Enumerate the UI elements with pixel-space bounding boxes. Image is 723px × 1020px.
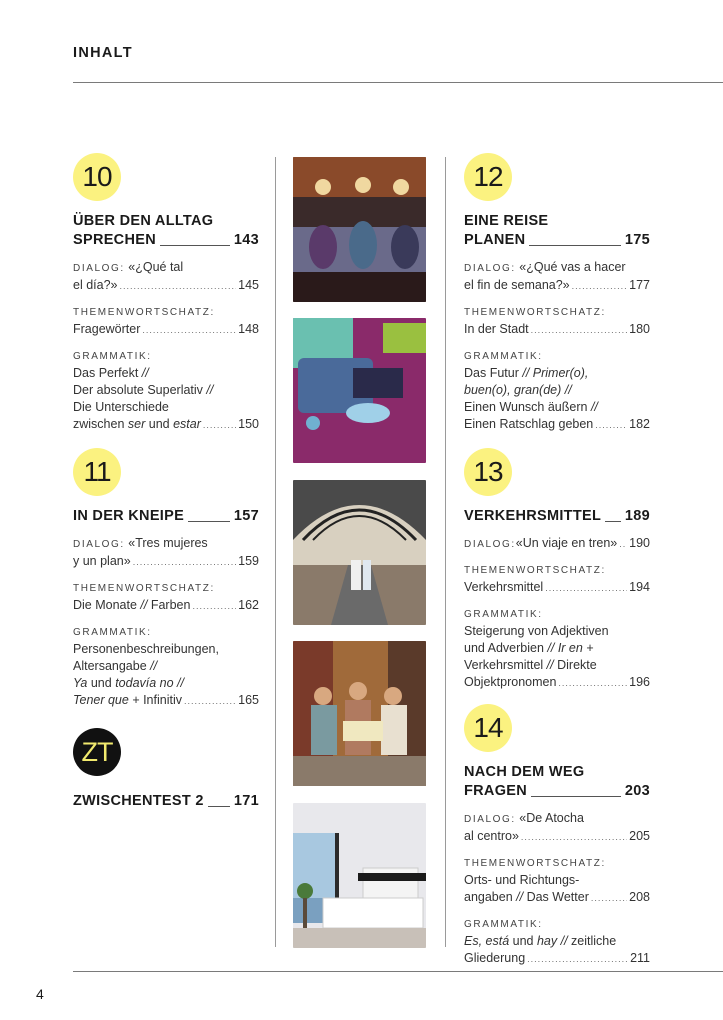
toc-entry-dialog[interactable]: DIALOG: «¿Qué tal el día?» ..... 145 [73,259,259,295]
toc-entry-vocabulary[interactable]: THEMENWORTSCHATZ: In der Stadt ..... 180 [464,304,650,339]
unit-page-number: 203 [624,783,650,799]
bar-counter-photo [293,157,426,302]
toc-entry-dialog[interactable]: DIALOG: «Un viaje en tren» ..... 190 [464,535,650,553]
unit-number-badge: 13 [464,448,512,496]
unit-page-number: 143 [233,232,259,248]
footer-divider [73,971,723,972]
toc-entry-dialog[interactable]: DIALOG: «Tres mujeres y un plan» ..... 159 [73,535,259,571]
unit-title[interactable]: VERKEHRSMITTEL 189 [464,508,650,524]
unit-number-badge: 11 [73,448,121,496]
unit-page-number: 189 [624,508,650,524]
toc-entry-vocabulary[interactable]: THEMENWORTSCHATZ: Fragewörter ..... 148 [73,304,259,339]
toc-entry-vocabulary[interactable]: THEMENWORTSCHATZ: Die Monate // Farben ..... 162 [73,580,259,615]
column-divider-right [445,157,446,947]
column-divider-left [275,157,276,947]
unit-title[interactable]: ZWISCHENTEST 2 171 [73,793,259,809]
unit-title[interactable]: NACH DEM WEG FRAGEN 203 [464,764,650,799]
unit-title[interactable]: ÜBER DEN ALLTAG SPRECHEN 143 [73,213,259,248]
hotel-room-photo [293,803,426,948]
test-badge: ZT [73,728,121,776]
page-title: INHALT [73,45,133,61]
unit-12 [464,153,650,434]
toc-entry-grammar[interactable]: GRAMMATIK: Das Futur // Primer(o), buen(o), gran(de) // Einen Wunsch äußern // Einen Ratschlag geben ..... 182 [464,348,650,434]
unit-11 [73,448,259,710]
toc-column-left [73,153,259,811]
unit-10 [73,153,259,434]
toc-entry-dialog[interactable]: DIALOG: «De Atocha al centro» ..... 205 [464,810,650,846]
tourists-map-photo [293,641,426,786]
header-divider [73,82,723,83]
unit-title[interactable]: IN DER KNEIPE 157 [73,508,259,524]
travel-suitcase-photo [293,318,426,463]
unit-page-number: 171 [233,793,259,809]
unit-number-badge: 12 [464,153,512,201]
train-station-photo [293,480,426,625]
toc-entry-grammar[interactable]: GRAMMATIK: Personenbeschreibungen, Altersangabe // Ya und todavía no // Tener que + Infinitiv ..... 165 [73,624,259,710]
unit-13 [464,448,650,692]
toc-entry-vocabulary[interactable]: THEMENWORTSCHATZ: Verkehrsmittel ..... 194 [464,562,650,597]
toc-column-right [464,153,650,968]
unit-number-badge: 10 [73,153,121,201]
toc-entry-grammar[interactable]: GRAMMATIK: Das Perfekt // Der absolute Superlativ // Die Unterschiede zwischen ser und estar ..... 150 [73,348,259,434]
toc-entry-dialog[interactable]: DIALOG: «¿Qué vas a hacer el fin de semana?» ..... 177 [464,259,650,295]
unit-number-badge: 14 [464,704,512,752]
unit-title[interactable]: EINE REISE PLANEN 175 [464,213,650,248]
toc-entry-vocabulary[interactable]: THEMENWORTSCHATZ: Orts- und Richtungs- angaben // Das Wetter ..... 208 [464,855,650,907]
toc-entry-grammar[interactable]: GRAMMATIK: Steigerung von Adjektiven und Adverbien // Ir en + Verkehrsmittel // Direkte Objektpronomen ..... 196 [464,606,650,692]
unit-zwischentest [73,728,259,811]
unit-page-number: 157 [233,508,259,524]
unit-page-number: 175 [624,232,650,248]
page-number: 4 [36,986,44,1002]
unit-14 [464,704,650,968]
toc-entry-grammar[interactable]: GRAMMATIK: Es, está und hay // zeitliche Gliederung ..... 211 [464,916,650,968]
